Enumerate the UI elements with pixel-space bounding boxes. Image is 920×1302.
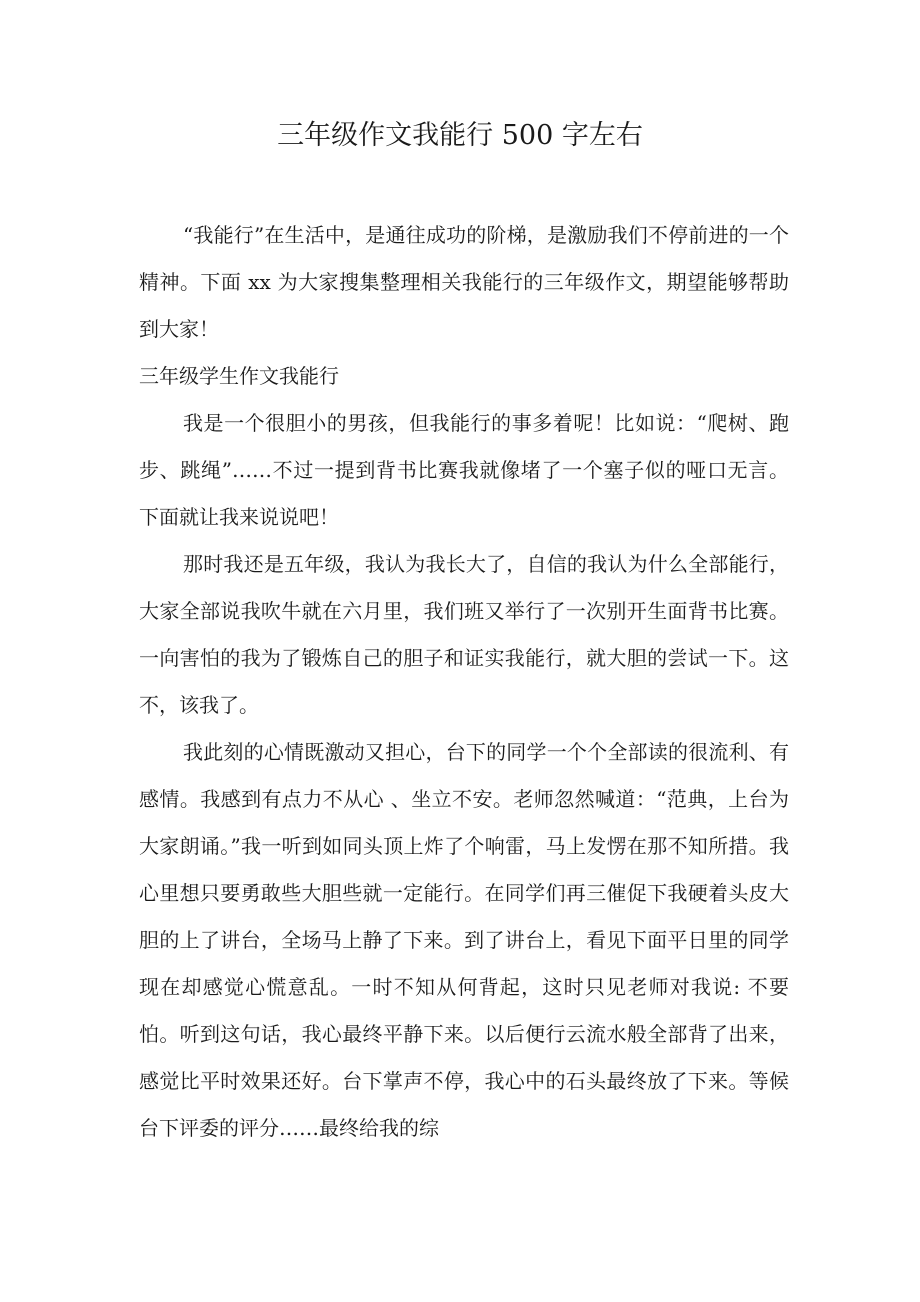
section-heading: 三年级学生作文我能行 bbox=[139, 364, 339, 388]
essay-paragraph-2: 那时我还是五年级，我认为我长大了，自信的我认为什么全部能行，大家全部说我吹牛就在六月里，我们班又举行了一次别开生面背书比赛。一向害怕的我为了锻炼自己的胆子和证实我能行，就大胆的尝试一下。这不，该我了。 bbox=[139, 552, 789, 717]
document-body bbox=[139, 212, 789, 1152]
essay-paragraph-3: 我此刻的心情既激动又担心，台下的同学一个个全部读的很流利、有感情。我感到有点力不从心 、坐立不安。老师忽然喊道：“范典，上台为大家朗诵。”我一听到如同头顶上炸了个响雷，马上发愣在那不知所措。我心里想只要勇敢些大胆些就一定能行。在同学们再三催促下我硬着头皮大胆的上了讲台，全场马上静了下来。到了讲台上，看见下面平日里的同学现在却感觉心慌意乱。一时不知从何背起，这时只见老师对我说: 不要怕。听到这句话，我心最终平静下来。以后便行云流水般全部背了出来，感觉比平时效果还好。台下掌声不停，我心中的石头最终放了下来。等候台下评委的评分……最终给我的综 bbox=[139, 740, 789, 1140]
intro-paragraph: “我能行”在生活中，是通往成功的阶梯，是激励我们不停前进的一个精神。下面 xx 为大家搜集整理相关我能行的三年级作文，期望能够帮助到大家！ bbox=[139, 223, 789, 341]
essay-paragraph-1: 我是一个很胆小的男孩，但我能行的事多着呢！比如说：“爬树、跑步、跳绳”……不过一提到背书比赛我就像堵了一个塞子似的哑口无言。下面就让我来说说吧！ bbox=[139, 411, 789, 529]
document-title: 三年级作文我能行 500 字左右 bbox=[277, 120, 643, 151]
